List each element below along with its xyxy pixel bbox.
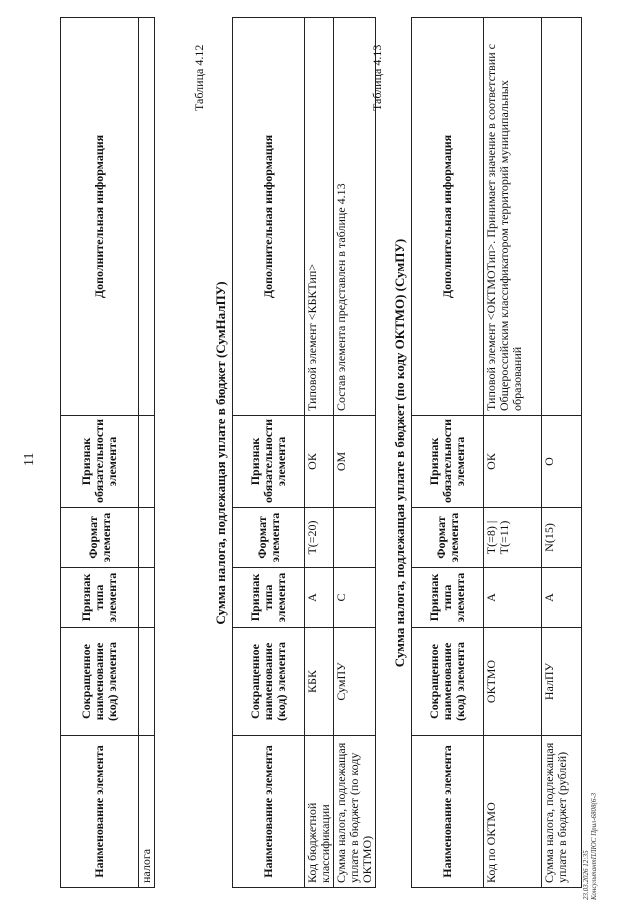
table-cell: N(15) [542, 508, 582, 568]
table-cell: T(=8) | T(=11) [484, 508, 542, 568]
table-cell: Сумма налога, подлежащая уплате в бюджет (рублей) [542, 736, 582, 888]
footer-stamp-source: КонсультантПЛЮС Прил-6808(6-3 [590, 792, 598, 900]
header-cell: Сокращенное наименование (код) элемента [61, 628, 139, 736]
header-cell: Формат элемента [233, 508, 305, 568]
table-cell [139, 628, 155, 736]
table-cell: Типовой элемент <ОКТМОТип>. Принимает значение в соответствии с Общероссийским классификатором территорий муниципальных образований [484, 18, 542, 416]
table-cell: налога [139, 736, 155, 888]
header-cell: Признак типа элемента [61, 568, 139, 628]
table-cell [334, 508, 376, 568]
table-4-13 [411, 17, 582, 888]
header-cell: Формат элемента [61, 508, 139, 568]
table-cell: Состав элемента представлен в таблице 4.13 [334, 18, 376, 416]
table-cell: А [484, 568, 542, 628]
header-cell: Признак обязательности элемента [61, 416, 139, 508]
header-cell: Признак обязательности элемента [233, 416, 305, 508]
table-cell: О [542, 416, 582, 508]
header-cell: Наименование элемента [233, 736, 305, 888]
header-cell: Дополнительная информация [233, 18, 305, 416]
table-4-12 [232, 17, 376, 888]
table-row [139, 18, 155, 888]
footer-stamp-date: 23.03.2026 12:35 [582, 850, 590, 900]
table-4-12-label: Таблица 4.12 [192, 44, 206, 111]
table-row [334, 18, 376, 888]
table-4-12-title: Сумма налога, подлежащая уплате в бюджет (СумНалПУ) [213, 281, 228, 625]
table-cell: ОМ [334, 416, 376, 508]
table-cell: T(=20) [305, 508, 334, 568]
table-cell: Код по ОКТМО [484, 736, 542, 888]
table-row [542, 18, 582, 888]
table-cell: НалПУ [542, 628, 582, 736]
table-cell: СумПУ [334, 628, 376, 736]
header-cell: Наименование элемента [412, 736, 484, 888]
header-cell: Признак типа элемента [412, 568, 484, 628]
table-4-13-title: Сумма налога, подлежащая уплате в бюджет (по коду ОКТМО) (СумПУ) [392, 238, 407, 668]
header-cell: Наименование элемента [61, 736, 139, 888]
table-row [484, 18, 542, 888]
table-row [305, 18, 334, 888]
table-top [60, 17, 155, 888]
table-cell: Код бюджетной классификации [305, 736, 334, 888]
table-cell: ОК [305, 416, 334, 508]
table-cell: А [305, 568, 334, 628]
page-number: 11 [22, 452, 37, 466]
table-header-row [61, 18, 139, 888]
table-cell [139, 508, 155, 568]
table-header-row [412, 18, 484, 888]
header-cell: Формат элемента [412, 508, 484, 568]
table-cell [139, 416, 155, 508]
table-cell: КБК [305, 628, 334, 736]
header-cell: Признак обязательности элемента [412, 416, 484, 508]
table-cell [542, 18, 582, 416]
table-cell [139, 568, 155, 628]
table-cell: Сумма налога, подлежащая уплате в бюджет (по коду ОКТМО) [334, 736, 376, 888]
table-cell: ОКТМО [484, 628, 542, 736]
table-cell: ОК [484, 416, 542, 508]
table-cell: С [334, 568, 376, 628]
header-cell: Дополнительная информация [412, 18, 484, 416]
footer-stamp [582, 793, 598, 900]
table-cell: А [542, 568, 582, 628]
header-cell: Дополнительная информация [61, 18, 139, 416]
table-4-13-label: Таблица 4.13 [370, 44, 384, 111]
header-cell: Признак типа элемента [233, 568, 305, 628]
table-cell [139, 18, 155, 416]
header-cell: Сокращенное наименование (код) элемента [412, 628, 484, 736]
table-header-row [233, 18, 305, 888]
header-cell: Сокращенное наименование (код) элемента [233, 628, 305, 736]
table-cell: Типовой элемент <КБКТип> [305, 18, 334, 416]
